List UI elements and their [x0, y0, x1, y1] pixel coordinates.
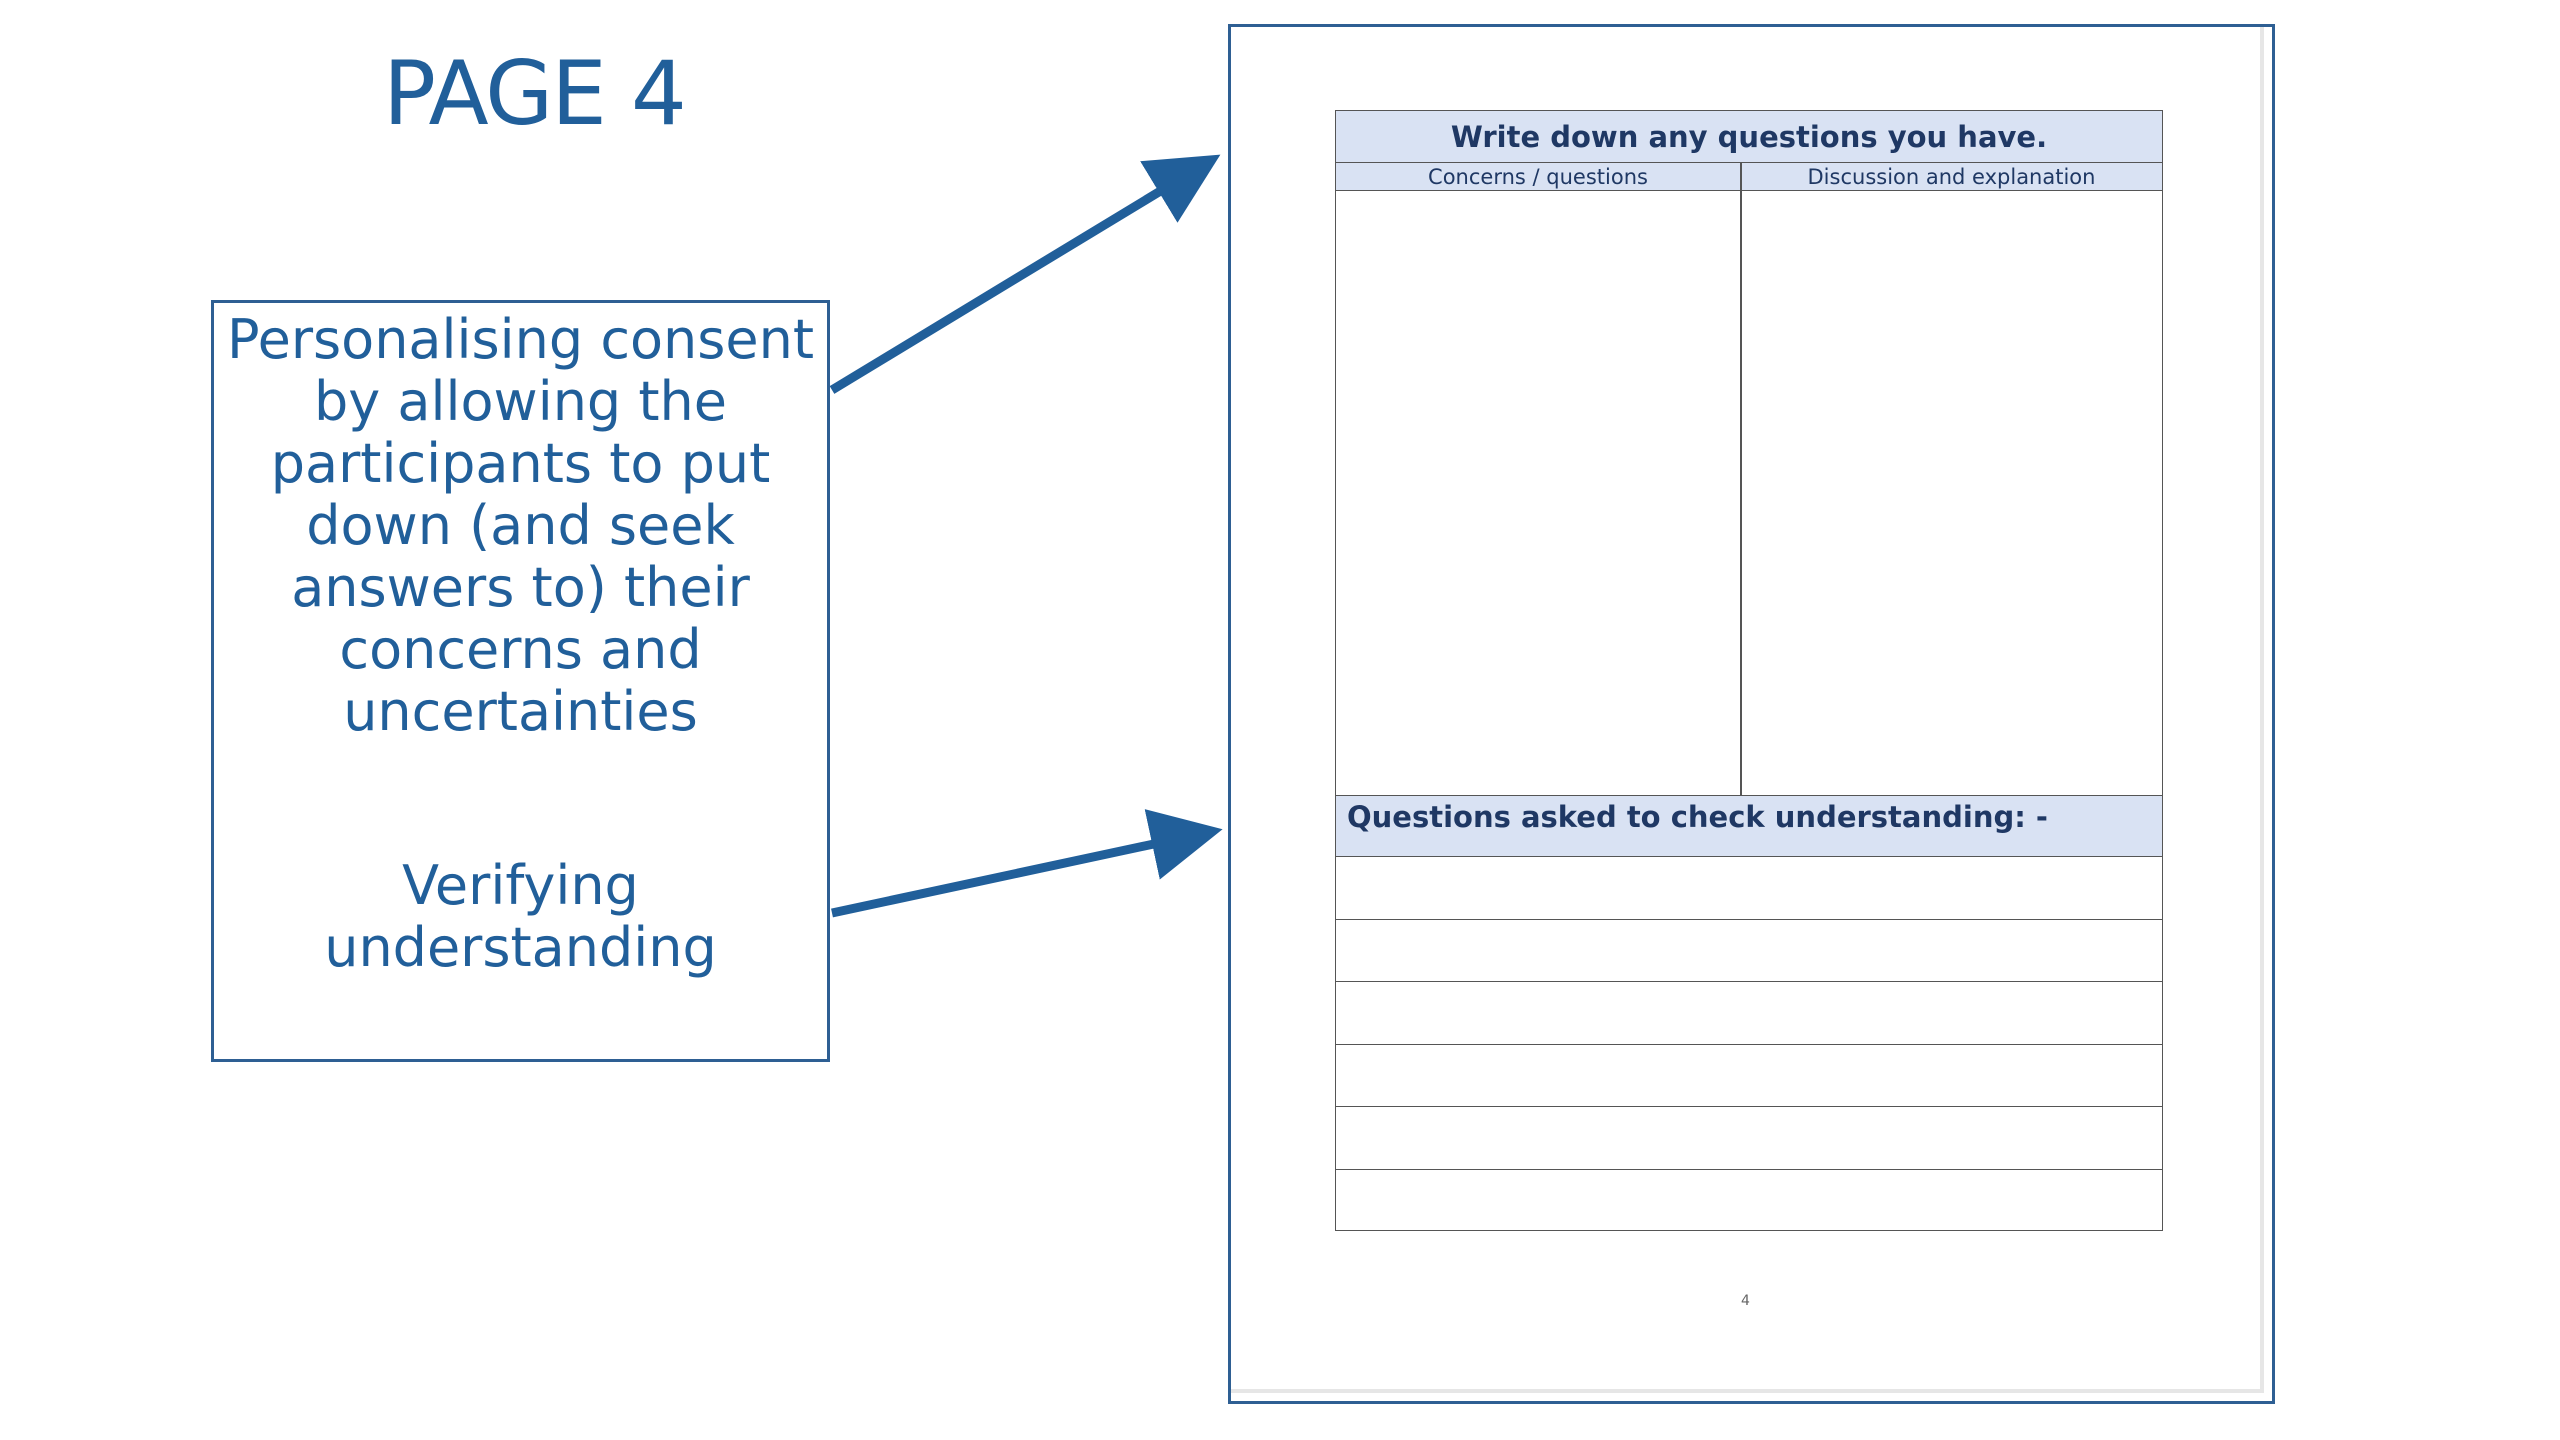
arrow-to-questions-table	[832, 164, 1205, 390]
page-title: PAGE 4	[383, 42, 685, 145]
column-divider	[1740, 163, 1742, 847]
callout-text-personalising: Personalising consent by allowing the participants to put down (and seek answers to) their concerns and uncertainties	[226, 308, 815, 743]
column-header-concerns: Concerns / questions	[1428, 165, 1648, 189]
questions-form-table	[1335, 110, 2163, 1231]
callout-box	[211, 300, 830, 1062]
callout-text-verifying: Verifying understanding	[324, 854, 717, 979]
page-number: 4	[1741, 1293, 1750, 1309]
answer-row	[1336, 1170, 2162, 1233]
column-header-discussion: Discussion and explanation	[1807, 165, 2096, 189]
check-understanding-header: Questions asked to check understanding: -	[1336, 795, 2162, 857]
answer-row	[1336, 1045, 2162, 1108]
answer-row	[1336, 1107, 2162, 1170]
answer-row	[1336, 982, 2162, 1045]
form-header: Write down any questions you have.	[1336, 111, 2162, 163]
arrow-to-check-understanding	[832, 833, 1205, 913]
answer-row	[1336, 857, 2162, 920]
document-page-preview	[1228, 24, 2275, 1404]
answer-row	[1336, 920, 2162, 983]
column-headers	[1336, 163, 2162, 191]
